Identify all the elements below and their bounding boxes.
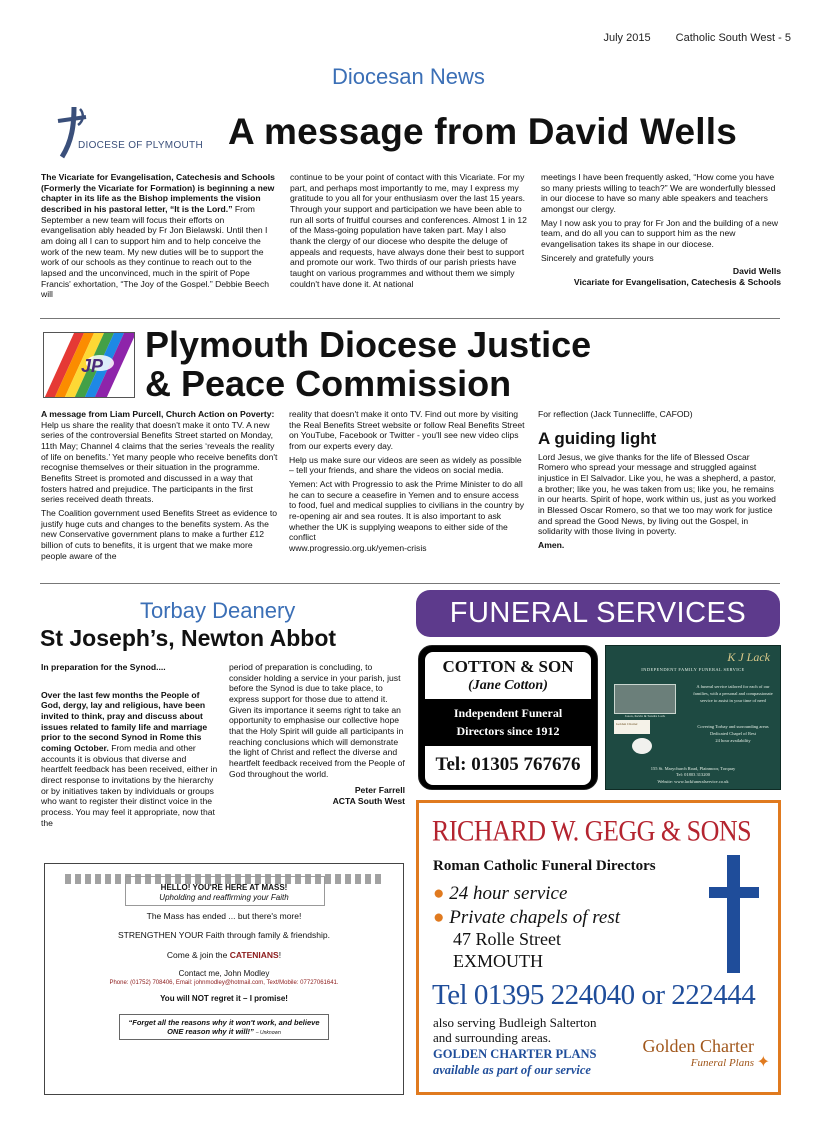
gegg-cross-icon — [709, 855, 759, 975]
kj-lack-phone: Tel: 01803 313200 — [676, 772, 710, 778]
gegg-address-1: 47 Rolle Street — [453, 929, 561, 950]
staff-photo — [614, 684, 676, 714]
catenians-promise: You will NOT regret it – I promise! — [160, 993, 288, 1003]
st-josephs-col2-text: period of preparation is concluding, to consider holding a service in your parish, just before the Synod is due to take place, to express support for those due to attend it. Given its importance it seems right to take an opportunity to emphasise our collective hope that the Holy Spirit will guide all participants in reaching conclusions which will demonstrate the light of Christ and reflect the diverse and heartfelt feedback received from the People of God throughout the world. — [229, 662, 405, 779]
catenians-line-3: The Mass has ended ... but there's more! — [146, 910, 302, 921]
signoff-title: Vicariate for Evangelisation, Catechesis & Schools — [573, 276, 781, 287]
gegg-plans — [433, 1047, 596, 1078]
article-title-st-josephs: St Joseph’s, Newton Abbot — [40, 625, 337, 651]
justice-col-2 — [289, 409, 527, 554]
cotton-subtitle: (Jane Cotton) — [468, 678, 548, 694]
catenians-line-5 — [45, 950, 403, 961]
page-header — [581, 32, 791, 46]
david-wells-col1-text: From September a new team will focus their efforts on evangelisation ably headed by Fr Jon Bielawski. Until then I am doing all I can to support him and to help conceive the work of the new team. My new duties will be to support the work of our schools as they continue to reach out to the lapsed and the unconvinced, much in the spirit of Pope Francis' exhortation, “The Joy of the Gospel.” Debbie Beech will — [41, 203, 270, 300]
david-wells-col-2 — [290, 172, 528, 292]
gegg-ad — [416, 800, 781, 1095]
justice-lead: A message from Liam Purcell, Church Action on Poverty: — [41, 409, 275, 419]
gegg-bullet-1: 24 hour service — [449, 882, 568, 904]
catenians-name: CATENIANS — [229, 949, 279, 960]
golden-charter-logo — [634, 1035, 754, 1071]
justice-col2-p2: Help us make sure our videos are seen as widely as possible – tell your friends, and share the videos on social media. — [289, 454, 522, 476]
quote-banner — [119, 1014, 329, 1041]
catenians-line-1: HELLO! YOU'RE HERE AT MASS! — [160, 883, 288, 892]
kj-lack-cover — [690, 724, 776, 744]
section-torbay-deanery: Torbay Deanery — [140, 598, 296, 623]
catenians-join-end: ! — [278, 949, 282, 960]
justice-col-3 — [538, 409, 780, 551]
justice-col2-p3: Yemen: Act with Progressio to ask the Prime Minister to do all he can to secure a ceasefire in Yemen and to ensure access to food, fuel and medical supplies to civilians in the country by re-opening air and sea routes. It is also important to ask whether the UK is supplying weapons to either side of the conflict — [289, 478, 525, 543]
reflection-intro: For reflection (Jack Tunnecliffe, CAFOD) — [538, 409, 693, 419]
david-wells-col2-text: continue to be your point of contact with this Vicariate. For my part, and perhaps most importantly to me, may I express my gratitude to you all for your enthusiasm over the last 15 years. Through your support and participation we have been able to run all sorts of fruitful courses and conferences. Almost 1 in 12 of the Mass-going population have taken part. May I also thank the clergy of our diocese who despite the deluge of appeals and requests, have always done their best to support and promote our work. Two thirds of our parish priests have taught on various programmes and without them we simply couldn't have done it. At national — [290, 172, 527, 289]
david-wells-col-1 — [41, 172, 278, 303]
david-wells-lead: The Vicariate for Evangelisation, Catechesis and Schools (Formerly the Vicariate for Formation) is beginning a new chapter in its life as the Bishop implements the vision described in his pastoral letter, “It is the Lord.” — [41, 172, 275, 214]
jp-logo-text: JP — [81, 356, 104, 376]
quote-text: “Forget all the reasons why it won't work, and believe ONE reason why it will!” — [128, 1017, 320, 1036]
catenians-join: Come & join the — [166, 949, 230, 960]
st-josephs-sign-name: Peter Farrell — [354, 785, 405, 796]
st-josephs-sign-title: ACTA South West — [332, 795, 405, 806]
progressio-url[interactable]: www.progressio.org.uk/yemen-crisis — [289, 542, 427, 553]
gegg-subtitle: Roman Catholic Funeral Directors — [433, 858, 656, 875]
st-josephs-lead: Over the last few months the People of God, dergy, lay and religious, have been invited to think, pray and discuss about issues related to family life and marriage prior to the second Synod in Rome this coming October. — [41, 689, 208, 753]
gegg-name: RICHARD W. GEGG & SONS — [432, 814, 752, 848]
kj-lack-address: 155 St. Marychurch Road, Plainmoor, Torquay — [650, 766, 736, 772]
bullet-icon: ● — [433, 882, 445, 904]
gegg-plans-2: available as part of our service — [433, 1062, 591, 1077]
kj-lack-cover-2: Dedicated Chapel of Rest — [709, 730, 757, 736]
article-title-david-wells: A message from David Wells — [228, 111, 737, 152]
amen: Amen. — [538, 539, 565, 550]
kj-lack-text: A funeral service tailored for each of our families, with a personal and compassionate service to assist in your time of need — [693, 684, 773, 703]
kj-lack-logo: K J Lack — [727, 650, 770, 664]
issue-date: July 2015 — [603, 32, 651, 44]
justice-title-line-2: & Peace Commission — [145, 362, 512, 404]
kj-lack-website[interactable]: Website: www.lackfuneralservice.co.uk — [657, 778, 729, 784]
catenians-details: Phone: (01752) 708406, Email: johnmodley@hotmail.com, Text/Mobile: 07727061641. — [109, 980, 339, 987]
gegg-phone: Tel 01395 224040 or 222444 — [432, 978, 756, 1011]
golden-charter-mini: Golden Charter — [614, 720, 650, 734]
gegg-also-2: and surrounding areas. — [433, 1030, 552, 1046]
cotton-line-1: Independent Funeral — [453, 706, 563, 721]
bullet-icon: ● — [433, 906, 445, 928]
justice-title-line-1: Plymouth Diocese Justice — [145, 324, 592, 365]
guiding-light-text: Lord Jesus, we give thanks for the life of Blessed Oscar Romero who spread your message and struggled against injustice in El Salvador. Like you, he was a shepherd, a pastor, a brother; like you, he was taken from us; like you, he remains in our hearts. Spirit of hope, work within us, just as you worked in Blessed Oscar Romero, so that we too may work for justice and spread the Good News, by living out the Gospel, in solidarity with those living in poverty. — [538, 451, 776, 537]
justice-col-1 — [41, 409, 278, 564]
david-wells-col-3 — [541, 172, 781, 288]
st-josephs-col1-text: From media and other accounts it is obvious that diverse and heartfelt feedback has been received, either in direct response to invitations by the hierarchy or by initiatives taken by individuals or groups who want to register their distinct voice in the process. You may feel it appropriate, now that the — [41, 742, 218, 828]
gegg-plans-1: GOLDEN CHARTER PLANS — [433, 1047, 597, 1061]
david-wells-col3-p1: meetings I have been frequently asked, “How come you have so many priests willing to teach?” We are wonderfully blessed in our diocese to have so many able speakers and teachers amongst our clergy. — [541, 172, 776, 214]
divider — [40, 583, 780, 584]
justice-col1-p1: Help us share the reality that doesn't make it onto TV. A new series of the controversial Benefits Street started on Monday, 11th May; Channel 4 claims that the series ‘reveals the reality of life on benefits.’ Yet many people who receive benefits don't recognise themselves or their situation in the programme. Benefits Street is promoted and discussed in a way that fosters hatred and prejudice. The participants in the first series received death threats. — [41, 419, 278, 505]
kj-lack-ad — [605, 645, 781, 790]
justice-col1-p2: The Coalition government used Benefits Street as evidence to justify huge cuts and changes to the benefits system. As the new Conservative government plans to make a further £12 billion of cuts to benefits, it is urgent that we make more people aware of the — [41, 507, 277, 561]
kj-lack-tagline: INDEPENDENT FAMILY FUNERAL SERVICE — [641, 666, 745, 672]
kj-lack-cover-1: Covering Torbay and surrounding areas — [697, 724, 769, 729]
guiding-light-heading: A guiding light — [538, 428, 657, 448]
catenians-line-2: Upholding and reaffirming your Faith — [159, 892, 289, 902]
jp-logo — [43, 332, 135, 398]
paper-name: Catholic South West - 5 — [675, 32, 791, 44]
quote-attribution: – Unknown — [255, 1029, 281, 1036]
kj-lack-contact — [606, 766, 780, 785]
cotton-son-ad — [418, 645, 598, 790]
st-josephs-col-1 — [41, 662, 219, 831]
gegg-bullet-2: Private chapels of rest — [449, 906, 621, 928]
st-josephs-col-2 — [229, 662, 405, 807]
maple-leaf-icon: ✦ — [756, 1054, 770, 1071]
cotton-line-2: Directors since 1912 — [456, 723, 560, 738]
catenians-ad — [44, 863, 404, 1095]
diocese-logo — [44, 103, 209, 163]
kj-lack-staff: Jason, Kevin & Sandra Lack — [624, 714, 666, 718]
signoff-name: David Wells — [732, 266, 781, 277]
flower-image — [632, 738, 652, 754]
cotton-name: COTTON & SON — [442, 657, 574, 676]
kj-lack-cover-3: 24 hour availability — [715, 737, 751, 743]
divider — [40, 318, 780, 319]
catenians-line-4: STRENGTHEN YOUR Faith through family & friendship. — [118, 930, 330, 941]
gegg-address-2: EXMOUTH — [453, 950, 543, 971]
st-josephs-intro: In preparation for the Synod.... — [41, 662, 166, 672]
justice-col2-p1: reality that doesn't make it onto TV. Find out more by visiting the Real Benefits Street website or follow Real Benefits Street on YouTube, Facebook or Twitter - you'll see new video clips from our experts every day. — [289, 409, 525, 451]
david-wells-col3-p2: May I now ask you to pray for Fr Jon and the building of a new team, and do all you can to support him as the new evangelisation takes its shape in our diocese. — [541, 217, 778, 249]
catenians-contact: Contact me, John Modley — [178, 969, 270, 979]
david-wells-col3-p3: Sincerely and gratefully yours — [541, 252, 654, 263]
gegg-gc: Golden Charter — [642, 1036, 754, 1056]
funeral-services-banner: FUNERAL SERVICES — [416, 590, 780, 637]
diocese-logo-text: DIOCESE OF PLYMOUTH — [78, 140, 203, 151]
cotton-phone: Tel: 01305 767676 — [425, 746, 591, 785]
gegg-also-1: also serving Budleigh Salterton — [433, 1015, 597, 1031]
gegg-gc-sub: Funeral Plans — [690, 1057, 754, 1070]
section-diocesan-news: Diocesan News — [332, 64, 485, 89]
article-title-justice — [145, 326, 591, 404]
